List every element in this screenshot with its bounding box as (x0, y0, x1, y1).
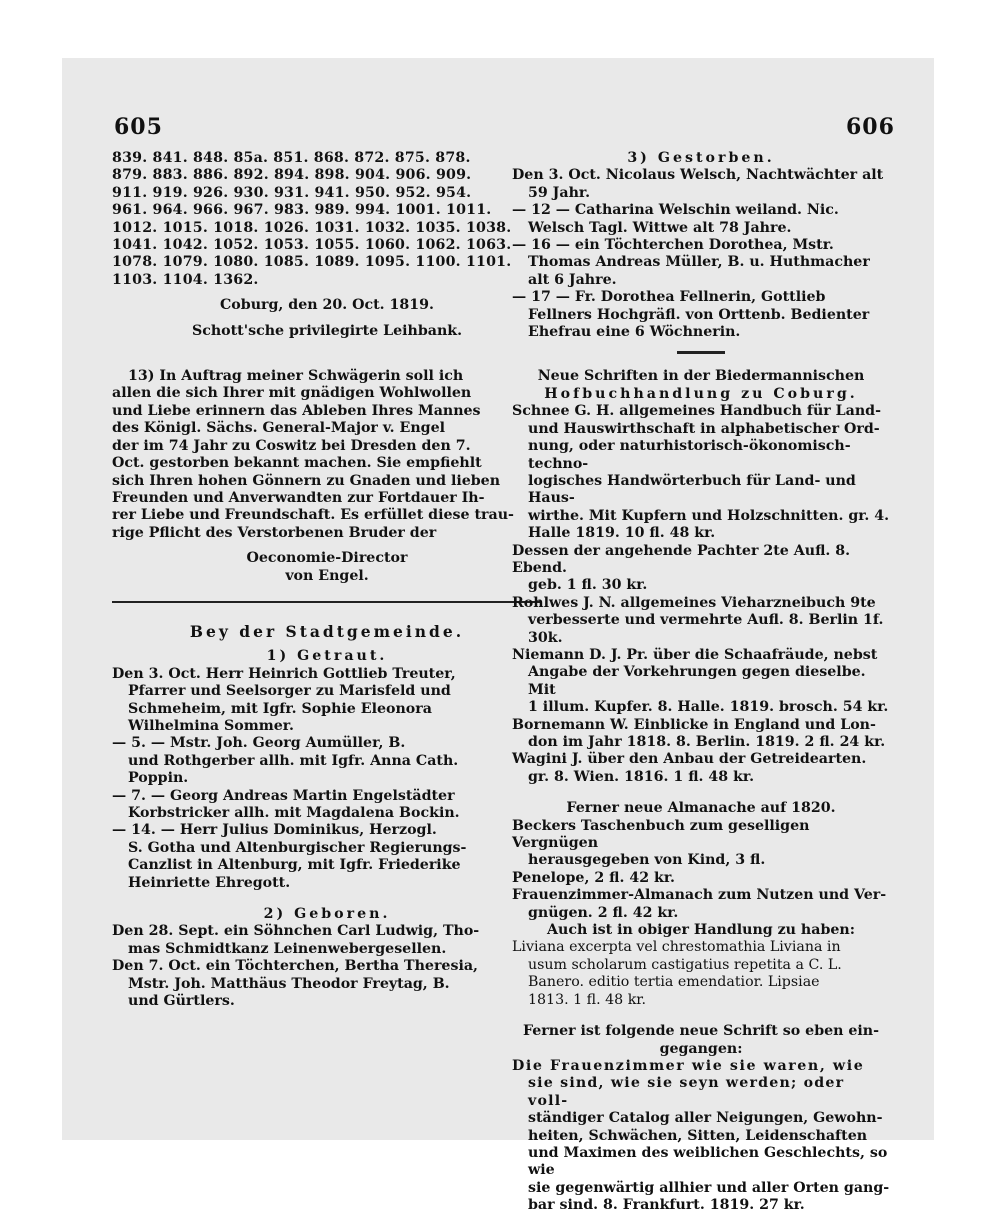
getraut-line: — 7. — Georg Andreas Martin Engelstädter (112, 787, 455, 804)
signature-title: Oeconomie-Director (246, 550, 408, 567)
lottery-number-list (112, 150, 542, 289)
geboren-line: Den 28. Sept. ein Söhnchen Carl Ludwig, Tho- (112, 923, 480, 940)
number-line: 1103. 1104. 1362. (112, 271, 259, 288)
book-line: Bornemann W. Einblicke in England und Lon- (512, 716, 876, 733)
notice-line: der im 74 Jahr zu Coswitz bei Dresden den 7. (112, 437, 471, 454)
almanach-line: Beckers Taschenbuch zum geselligen Vergnügen (512, 817, 810, 852)
left-column (112, 150, 542, 1010)
almanach-line: gnügen. 2 fl. 42 kr. (528, 904, 679, 921)
book-line: Niemann D. J. Pr. über die Schaafräude, nebst (512, 646, 878, 663)
gestorben-line: Welsch Tagl. Wittwe alt 78 Jahre. (528, 219, 792, 236)
latin-entry (512, 939, 890, 1009)
page-number-left: 605 (114, 114, 163, 140)
number-line: 839. 841. 848. 85a. 851. 868. 872. 875. 878. (112, 150, 471, 166)
latin-line: Liviana excerpta vel chrestomathia Liviana in (512, 939, 841, 956)
gestorben-line: Ehefrau eine 6 Wöchnerin. (528, 324, 741, 341)
gestorben-line: Fellners Hochgräfl. von Orttenb. Bedienter (528, 306, 870, 323)
notice-line: sich Ihren hohen Gönnern zu Gnaden und lieben (112, 472, 501, 489)
right-column (512, 150, 890, 1215)
gestorben-list (512, 167, 890, 341)
book-line: don im Jahr 1818. 8. Berlin. 1819. 2 fl. 24 kr. (528, 734, 886, 750)
gestorben-line: — 12 — Catharina Welschin weiland. Nic. (512, 202, 839, 219)
getraut-line: — 5. — Mstr. Joh. Georg Aumüller, B. (112, 735, 406, 752)
book-line: Halle 1819. 10 fl. 48 kr. (528, 525, 716, 542)
further-line: heiten, Schwächen, Sitten, Leidenschaften (528, 1127, 868, 1144)
gestorben-heading: 3) Gestorben. (627, 150, 775, 166)
notice-line: des Königl. Sächs. General-Major v. Engel (112, 420, 446, 437)
notice-line: und Liebe erinnern das Ableben Ihres Mannes (112, 402, 481, 419)
signature-name: von Engel. (285, 567, 369, 584)
further-line: sie sind, wie sie seyn werden; oder voll- (528, 1075, 845, 1109)
geboren-line: und Gürtlers. (128, 993, 235, 1010)
almanach-line: Frauenzimmer-Almanach zum Nutzen und Ver- (512, 887, 887, 904)
almanache-list (512, 818, 890, 922)
latin-line: 1813. 1 fl. 48 kr. (528, 991, 647, 1008)
getraut-line: Wilhelmina Sommer. (128, 717, 294, 734)
short-divider (677, 351, 725, 354)
notice-line: 13) In Auftrag meiner Schwägerin soll ich (128, 368, 464, 385)
book-line: nung, oder naturhistorisch-ökonomisch-techno- (528, 438, 851, 472)
gestorben-line: — 17 — Fr. Dorothea Fellnerin, Gottlieb (512, 289, 826, 306)
bank-name: Schott'sche privilegirte Leihbank. (191, 322, 463, 339)
latin-line: usum scholarum castigatius repetita a C. L. (528, 956, 842, 973)
further-line: und Maximen des weiblichen Geschlechts, so wie (528, 1144, 888, 1179)
getraut-line: Pfarrer und Seelsorger zu Marisfeld und (128, 683, 451, 700)
gestorben-line: 59 Jahr. (528, 184, 591, 201)
book-line: Schnee G. H. allgemeines Handbuch für Land- (512, 403, 881, 420)
getraut-list (112, 666, 542, 892)
further-line: Die Frauenzimmer wie sie waren, wie (512, 1057, 865, 1074)
number-line: 1041. 1042. 1052. 1053. 1055. 1060. 1062. 1063. (112, 237, 512, 254)
further-line: ständiger Catalog aller Neigungen, Gewohn- (528, 1110, 883, 1127)
getraut-line: S. Gotha und Altenburgischer Regierungs- (128, 839, 467, 856)
book-line: Rohlwes J. N. allgemeines Vieharzneibuch 9te (512, 594, 876, 611)
section-title: Bey der Stadtgemeinde. (189, 621, 465, 641)
notice-line: Freunden und Anverwandten zur Fortdauer Ih- (112, 489, 485, 506)
getraut-line: Schmeheim, mit Igfr. Sophie Eleonora (128, 700, 432, 717)
book-line: und Hauswirthschaft in alphabetischer Ord- (528, 420, 880, 437)
getraut-line: Heinriette Ehregott. (128, 874, 291, 891)
almanache-heading: Ferner neue Almanache auf 1820. (566, 800, 836, 817)
book-line: gr. 8. Wien. 1816. 1 fl. 48 kr. (528, 768, 755, 785)
gestorben-line: — 16 — ein Töchterchen Dorothea, Mstr. (512, 237, 834, 254)
book-line: verbesserte und vermehrte Aufl. 8. Berlin 1f. 30k. (528, 612, 884, 646)
almanach-line: Penelope, 2 fl. 42 kr. (512, 869, 675, 886)
book-line: wirthe. Mit Kupfern und Holzschnitten. gr. 4. (528, 507, 890, 524)
gestorben-line: Thomas Andreas Müller, B. u. Huthmacher (528, 254, 870, 271)
getraut-line: und Rothgerber allh. mit Igfr. Anna Cath. (128, 752, 459, 769)
page-number-right: 606 (846, 114, 895, 140)
number-line: 961. 964. 966. 967. 983. 989. 994. 1001. 1011. (112, 202, 492, 219)
number-line: 1012. 1015. 1018. 1026. 1031. 1032. 1035. 1038. (112, 219, 512, 236)
gestorben-line: Den 3. Oct. Nicolaus Welsch, Nachtwächter alt (512, 167, 884, 184)
getraut-heading: 1) Getraut. (266, 648, 388, 665)
newspaper-page (62, 58, 934, 1214)
gestorben-line: alt 6 Jahre. (528, 271, 617, 288)
geboren-heading: 2) Geboren. (263, 906, 391, 923)
further-entry (512, 1058, 890, 1215)
getraut-line: — 14. — Herr Julius Dominikus, Herzogl. (112, 822, 437, 839)
book-list (512, 403, 890, 786)
book-line: Angabe der Vorkehrungen gegen dieselbe. Mit (528, 664, 866, 698)
death-notice (112, 368, 542, 542)
book-line: Wagini J. über den Anbau der Getreidearten. (512, 751, 867, 768)
number-line: 911. 919. 926. 930. 931. 941. 950. 952. 954. (112, 184, 472, 201)
getraut-line: Poppin. (128, 770, 189, 787)
geboren-line: Den 7. Oct. ein Töchterchen, Bertha Theresia, (112, 958, 478, 975)
book-line: geb. 1 fl. 30 kr. (528, 577, 648, 594)
number-line: 1078. 1079. 1080. 1085. 1089. 1095. 1100. 1101. (112, 254, 512, 271)
notice-line: rige Pflicht des Verstorbenen Bruder der (112, 524, 437, 541)
book-line: 1 illum. Kupfer. 8. Halle. 1819. brosch. 54 kr. (528, 699, 889, 716)
book-line: Dessen der angehende Pachter 2te Aufl. 8. Ebend. (512, 542, 851, 576)
further-heading: Ferner ist folgende neue Schrift so eben ein- (522, 1023, 880, 1040)
books-subheading: Hofbuchhandlung zu Coburg. (544, 385, 858, 402)
getraut-line: Canzlist in Altenburg, mit Igfr. Friederike (128, 857, 461, 874)
latin-line: Banero. editio tertia emendatior. Lipsiae (528, 974, 820, 991)
number-line: 879. 883. 886. 892. 894. 898. 904. 906. 909. (112, 167, 472, 184)
notice-line: rer Liebe und Freundschaft. Es erfüllet diese trau- (112, 507, 514, 524)
book-line: logisches Handwörterbuch für Land- und Haus- (528, 472, 856, 507)
geboren-list (112, 923, 542, 1010)
books-heading: Neue Schriften in der Biedermannischen (537, 368, 865, 385)
getraut-line: Den 3. Oct. Herr Heinrich Gottlieb Treuter, (112, 665, 456, 682)
geboren-line: Mstr. Joh. Matthäus Theodor Freytag, B. (128, 975, 450, 992)
further-line: bar sind. 8. Frankfurt. 1819. 27 kr. (528, 1197, 805, 1214)
further-line: sie gegenwärtig allhier und aller Orten gang- (528, 1179, 890, 1196)
getraut-line: Korbstricker allh. mit Magdalena Bockin. (128, 805, 460, 821)
further-heading-cont: gegangen: (659, 1040, 743, 1057)
geboren-line: mas Schmidtkanz Leinenwebergesellen. (128, 940, 447, 957)
also-heading: Auch ist in obiger Handlung zu haben: (547, 922, 855, 939)
section-divider (112, 601, 542, 603)
place-date: Coburg, den 20. Oct. 1819. (220, 297, 434, 314)
almanach-line: herausgegeben von Kind, 3 fl. (528, 852, 766, 869)
notice-line: allen die sich Ihrer mit gnädigen Wohlwollen (112, 385, 472, 402)
notice-line: Oct. gestorben bekannt machen. Sie empfiehlt (112, 455, 482, 472)
